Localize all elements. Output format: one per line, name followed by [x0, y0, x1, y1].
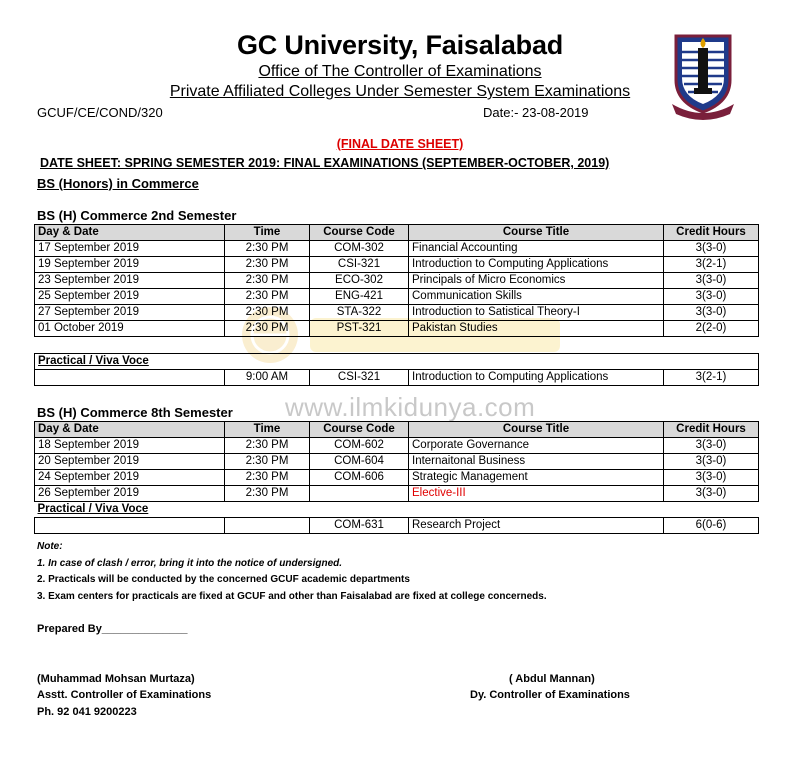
- course-code: CSI-321: [310, 370, 409, 386]
- course-code: COM-604: [310, 454, 409, 470]
- course-code: [310, 486, 409, 502]
- exam-date: 24 September 2019: [35, 470, 225, 486]
- left-signatory-title: Asstt. Controller of Examinations: [37, 689, 212, 701]
- course-title: Research Project: [409, 518, 664, 534]
- exam-time: 2:30 PM: [225, 289, 310, 305]
- course-title: Strategic Management: [409, 470, 664, 486]
- semester-8-title: BS (H) Commerce 8th Semester: [37, 405, 233, 420]
- course-code: STA-322: [310, 305, 409, 321]
- exam-time: [225, 518, 310, 534]
- col-credit-header: Credit Hours: [664, 422, 759, 438]
- practical-title-row: [35, 354, 759, 370]
- table-header-row: [35, 422, 759, 438]
- col-time-header: Time: [225, 422, 310, 438]
- course-title: Introduction to Computing Applications: [409, 257, 664, 273]
- table-row: [35, 454, 759, 470]
- table-header-row: [35, 225, 759, 241]
- exam-date: 19 September 2019: [35, 257, 225, 273]
- col-title-header: Course Title: [409, 225, 664, 241]
- credit-hours: 3(2-1): [664, 370, 759, 386]
- col-code-header: Course Code: [310, 225, 409, 241]
- credit-hours: 3(3-0): [664, 470, 759, 486]
- course-title: Communication Skills: [409, 289, 664, 305]
- issue-date: Date:- 23-08-2019: [483, 105, 589, 120]
- table-row: [35, 305, 759, 321]
- col-date-header: Day & Date: [35, 422, 225, 438]
- watermark-text: www.ilmkidunya.com: [285, 392, 536, 422]
- table-row: [35, 273, 759, 289]
- exam-time: 9:00 AM: [225, 370, 310, 386]
- prepared-by: Prepared By______________: [37, 623, 188, 635]
- exam-time: 2:30 PM: [225, 321, 310, 337]
- course-code: ECO-302: [310, 273, 409, 289]
- exam-time: 2:30 PM: [225, 257, 310, 273]
- credit-hours: 3(3-0): [664, 438, 759, 454]
- university-crest-icon: [668, 30, 738, 120]
- practical-title: Practical / Viva Voce: [35, 502, 759, 518]
- course-title: Corporate Governance: [409, 438, 664, 454]
- practical-title: Practical / Viva Voce: [35, 354, 759, 370]
- datesheet-title: DATE SHEET: SPRING SEMESTER 2019: FINAL EXAMINATIONS (SEPTEMBER-OCTOBER, 2019): [40, 156, 610, 170]
- exam-date: 01 October 2019: [35, 321, 225, 337]
- office-title: Office of The Controller of Examinations: [258, 63, 542, 80]
- right-signatory-title: Dy. Controller of Examinations: [470, 689, 630, 701]
- final-datesheet-label: (FINAL DATE SHEET): [336, 137, 464, 151]
- exam-date: 26 September 2019: [35, 486, 225, 502]
- practical-title-row: [35, 502, 759, 518]
- left-signatory-name: (Muhammad Mohsan Murtaza): [37, 673, 195, 685]
- semester-2-title: BS (H) Commerce 2nd Semester: [37, 208, 237, 223]
- course-code: PST-321: [310, 321, 409, 337]
- credit-hours: 2(2-0): [664, 321, 759, 337]
- exam-date: 18 September 2019: [35, 438, 225, 454]
- exam-date: 27 September 2019: [35, 305, 225, 321]
- note-item: 3. Exam centers for practicals are fixed at GCUF and other than Faisalabad are fixed at college concerneds.: [37, 591, 547, 602]
- course-code: ENG-421: [310, 289, 409, 305]
- exam-time: 2:30 PM: [225, 438, 310, 454]
- course-code: COM-606: [310, 470, 409, 486]
- exam-time: 2:30 PM: [225, 241, 310, 257]
- table-row: [35, 241, 759, 257]
- semester-8-table: [34, 421, 759, 502]
- practical-row: [35, 370, 759, 386]
- credit-hours: 3(3-0): [664, 289, 759, 305]
- col-credit-header: Credit Hours: [664, 225, 759, 241]
- course-title-elective: Elective-III: [409, 486, 664, 502]
- exam-time: 2:30 PM: [225, 305, 310, 321]
- col-title-header: Course Title: [409, 422, 664, 438]
- right-signatory-name: ( Abdul Mannan): [509, 673, 595, 685]
- course-title: Introduction to Satistical Theory-I: [409, 305, 664, 321]
- course-code: COM-302: [310, 241, 409, 257]
- note-item: 1. In case of clash / error, bring it into the notice of undersigned.: [37, 558, 343, 569]
- table-row: [35, 289, 759, 305]
- exam-date: [35, 370, 225, 386]
- exam-time: 2:30 PM: [225, 454, 310, 470]
- left-signatory-phone: Ph. 92 041 9200223: [37, 706, 137, 718]
- course-title: Introduction to Computing Applications: [409, 370, 664, 386]
- course-title: Principals of Micro Economics: [409, 273, 664, 289]
- exam-date: 25 September 2019: [35, 289, 225, 305]
- table-row: [35, 486, 759, 502]
- exam-date: [35, 518, 225, 534]
- credit-hours: 3(3-0): [664, 305, 759, 321]
- course-code: COM-631: [310, 518, 409, 534]
- exam-time: 2:30 PM: [225, 273, 310, 289]
- exam-date: 23 September 2019: [35, 273, 225, 289]
- table-row: [35, 438, 759, 454]
- department-title: Private Affiliated Colleges Under Semester System Examinations: [169, 83, 631, 100]
- semester-2-table: [34, 224, 759, 337]
- credit-hours: 3(3-0): [664, 241, 759, 257]
- exam-time: 2:30 PM: [225, 486, 310, 502]
- course-code: CSI-321: [310, 257, 409, 273]
- program-title: BS (Honors) in Commerce: [37, 176, 199, 191]
- course-title: Financial Accounting: [409, 241, 664, 257]
- note-item: 2. Practicals will be conducted by the concerned GCUF academic departments: [37, 574, 410, 585]
- credit-hours: 3(3-0): [664, 454, 759, 470]
- credit-hours: 3(2-1): [664, 257, 759, 273]
- table-row: [35, 470, 759, 486]
- credit-hours: 3(3-0): [664, 273, 759, 289]
- university-title: GC University, Faisalabad: [236, 30, 564, 60]
- table-row: [35, 257, 759, 273]
- exam-date: 17 September 2019: [35, 241, 225, 257]
- course-title: Internaitonal Business: [409, 454, 664, 470]
- col-date-header: Day & Date: [35, 225, 225, 241]
- col-code-header: Course Code: [310, 422, 409, 438]
- semester-8-practical-table: [34, 502, 759, 534]
- credit-hours: 3(3-0): [664, 486, 759, 502]
- credit-hours: 6(0-6): [664, 518, 759, 534]
- notes-heading: Note:: [37, 541, 63, 552]
- practical-row: [35, 518, 759, 534]
- exam-date: 20 September 2019: [35, 454, 225, 470]
- table-row: [35, 321, 759, 337]
- course-code: COM-602: [310, 438, 409, 454]
- semester-2-practical-table: [34, 353, 759, 386]
- col-time-header: Time: [225, 225, 310, 241]
- course-title: Pakistan Studies: [409, 321, 664, 337]
- exam-time: 2:30 PM: [225, 470, 310, 486]
- reference-number: GCUF/CE/COND/320: [37, 105, 163, 120]
